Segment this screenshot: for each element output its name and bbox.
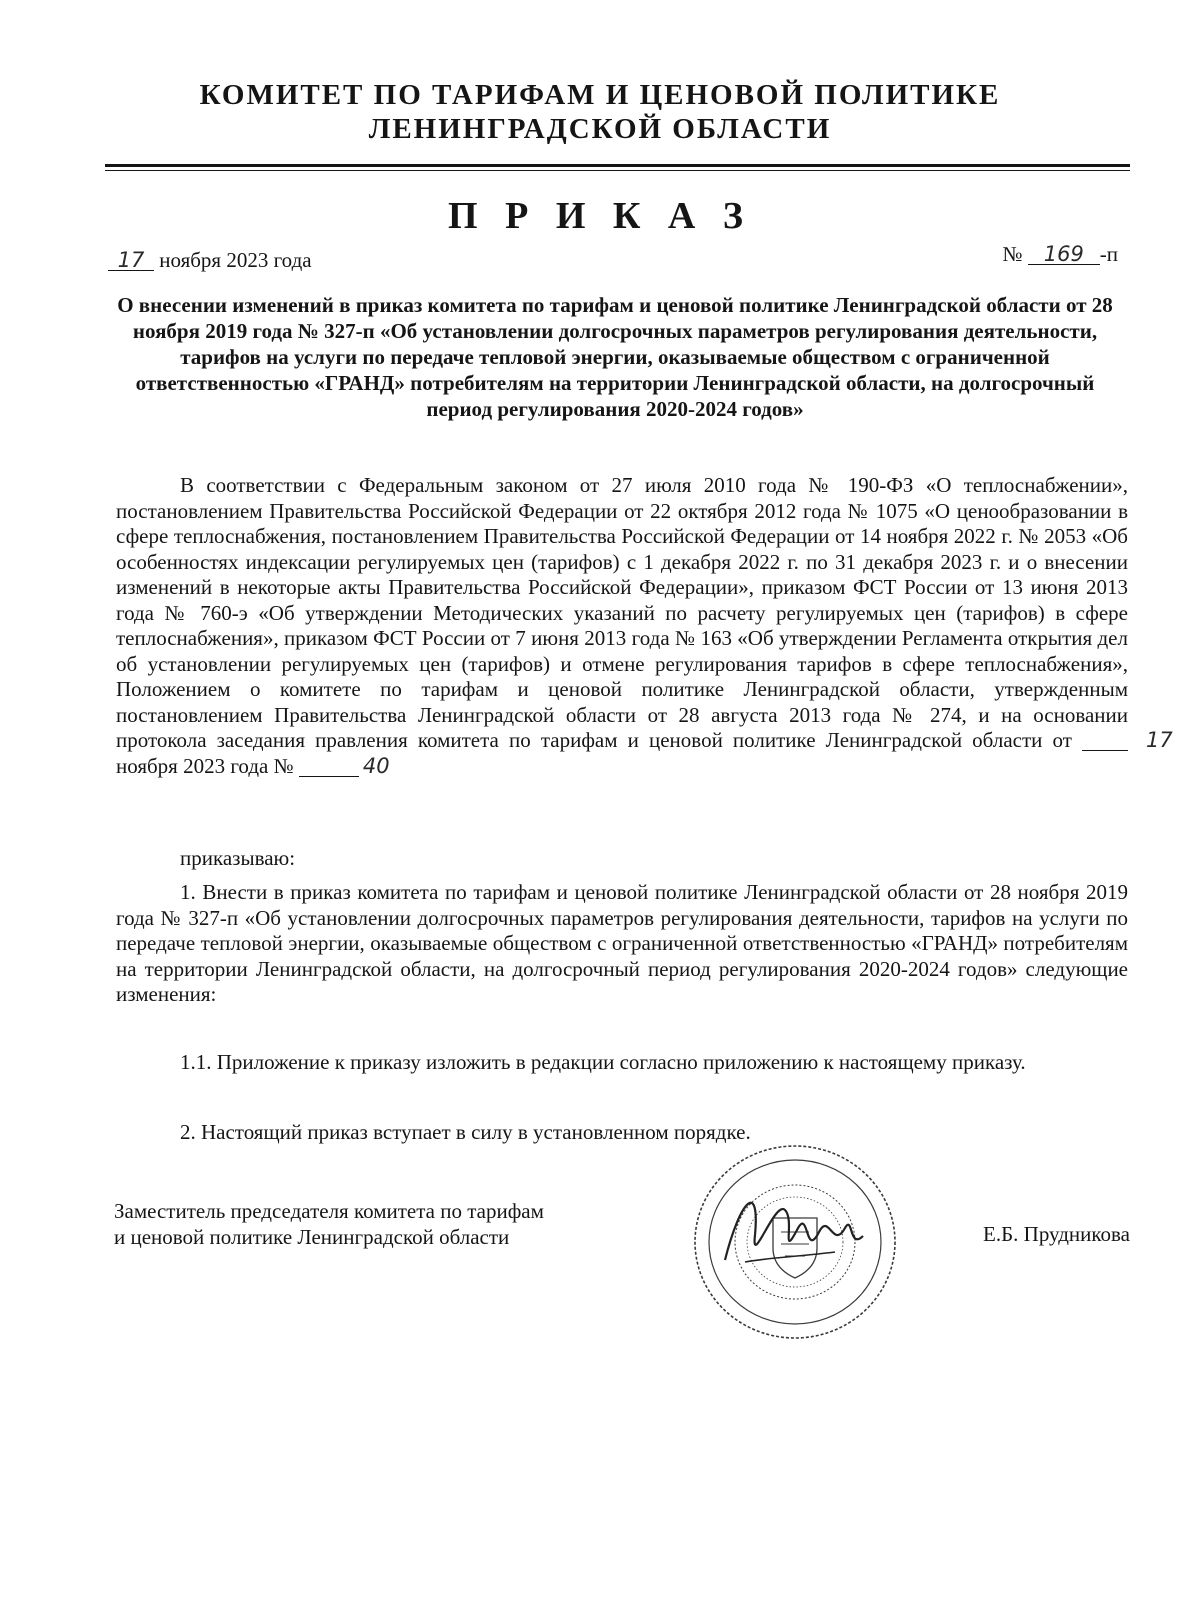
preamble-paragraph xyxy=(116,473,1173,779)
order-number xyxy=(1002,242,1118,267)
signer-position-line2: и ценовой политике Ленинградской области xyxy=(114,1225,510,1249)
organization-name-line2: ЛЕНИНГРАДСКОЙ ОБЛАСТИ xyxy=(368,113,832,145)
order-date xyxy=(108,248,312,273)
preamble-text: В соответствии с Федеральным законом от 27 июля 2010 года № 190-ФЗ «О теплоснабжении», постановлением Правительства Российской Федерации от 22 октября 2012 года № 1075 «О ценообразовании в сфере теплоснабжения, постановлением Правительства Российской Федерации от 14 ноября 2022 г. № 2053 «Об особенностях индексации регулируемых цен (тарифов) с 1 декабря 2022 г. по 31 декабря 2023 г. и о внесении изменений в некоторые акты Правительства Российской Федерации», приказом ФСТ России от 13 июня 2013 года № 760-э «Об утверждении Методических указаний по расчету регулируемых цен (тарифов) в сфере теплоснабжения», приказом ФСТ России от 7 июня 2013 года № 163 «Об утверждении Регламента открытия дел об установлении регулируемых цен (тарифов) и отмене регулирования тарифов в сфере теплоснабжения», Положением о комитете по тарифам и ценовой политике Ленинградской области, утвержденным постановлением Правительства Ленинградской области от 28 августа 2013 года № 274, и на основании протокола заседания правления комитета по тарифам и ценовой политике Ленинградской области от xyxy=(116,473,1128,752)
order-date-rest: ноября 2023 года xyxy=(154,248,312,272)
organization-name xyxy=(140,78,1060,146)
item-1-1-paragraph: 1.1. Приложение к приказу изложить в редакции согласно приложению к настоящему приказу. xyxy=(180,1050,1026,1074)
order-number-prefix: № xyxy=(1002,242,1028,266)
item-2-paragraph: 2. Настоящий приказ вступает в силу в установленном порядке. xyxy=(180,1120,751,1144)
order-number-value: 169 xyxy=(1028,244,1100,265)
organization-name-line1: КОМИТЕТ ПО ТАРИФАМ И ЦЕНОВОЙ ПОЛИТИКЕ xyxy=(199,79,1001,111)
signer-position-line1: Заместитель председателя комитета по тарифам xyxy=(114,1199,544,1223)
protocol-number: 40 xyxy=(299,756,359,777)
signer-name: Е.Б. Прудникова xyxy=(983,1222,1130,1246)
document-type: П Р И К А З xyxy=(448,195,752,237)
item-1-paragraph: 1. Внести в приказ комитета по тарифам и ценовой политике Ленинградской области от 28 ноября 2019 года № 327-п «Об установлении долгосрочных параметров регулирования деятельности, тарифов на услуги по передаче тепловой энергии, оказываемые обществом с ограниченной ответственностью «ГРАНД» потребителям на территории Ленинградской области, на долгосрочный период регулирования 2020-2024 годов» следующие изменения: xyxy=(116,880,1128,1006)
header-rule-thick xyxy=(105,164,1130,167)
order-number-suffix: -п xyxy=(1099,242,1118,266)
order-date-day: 17 xyxy=(108,250,154,271)
order-word: приказываю: xyxy=(180,846,296,870)
official-seal-with-signature-icon xyxy=(685,1140,900,1345)
preamble-mid-text: ноября 2023 года № xyxy=(116,753,299,778)
header-rule-thin xyxy=(105,170,1130,171)
protocol-date-day: 17 xyxy=(1082,730,1128,751)
signer-position xyxy=(114,1198,544,1250)
order-title: О внесении изменений в приказ комитета по тарифам и ценовой политике Ленинградской области от 28 ноября 2019 года № 327-п «Об установлении долгосрочных параметров регулирования деятельности, тарифов на услуги по передаче тепловой энергии, оказываемые обществом с ограниченной ответственностью «ГРАНД» потребителям на территории Ленинградской области, на долгосрочный период регулирования 2020-2024 годов» xyxy=(117,293,1113,421)
